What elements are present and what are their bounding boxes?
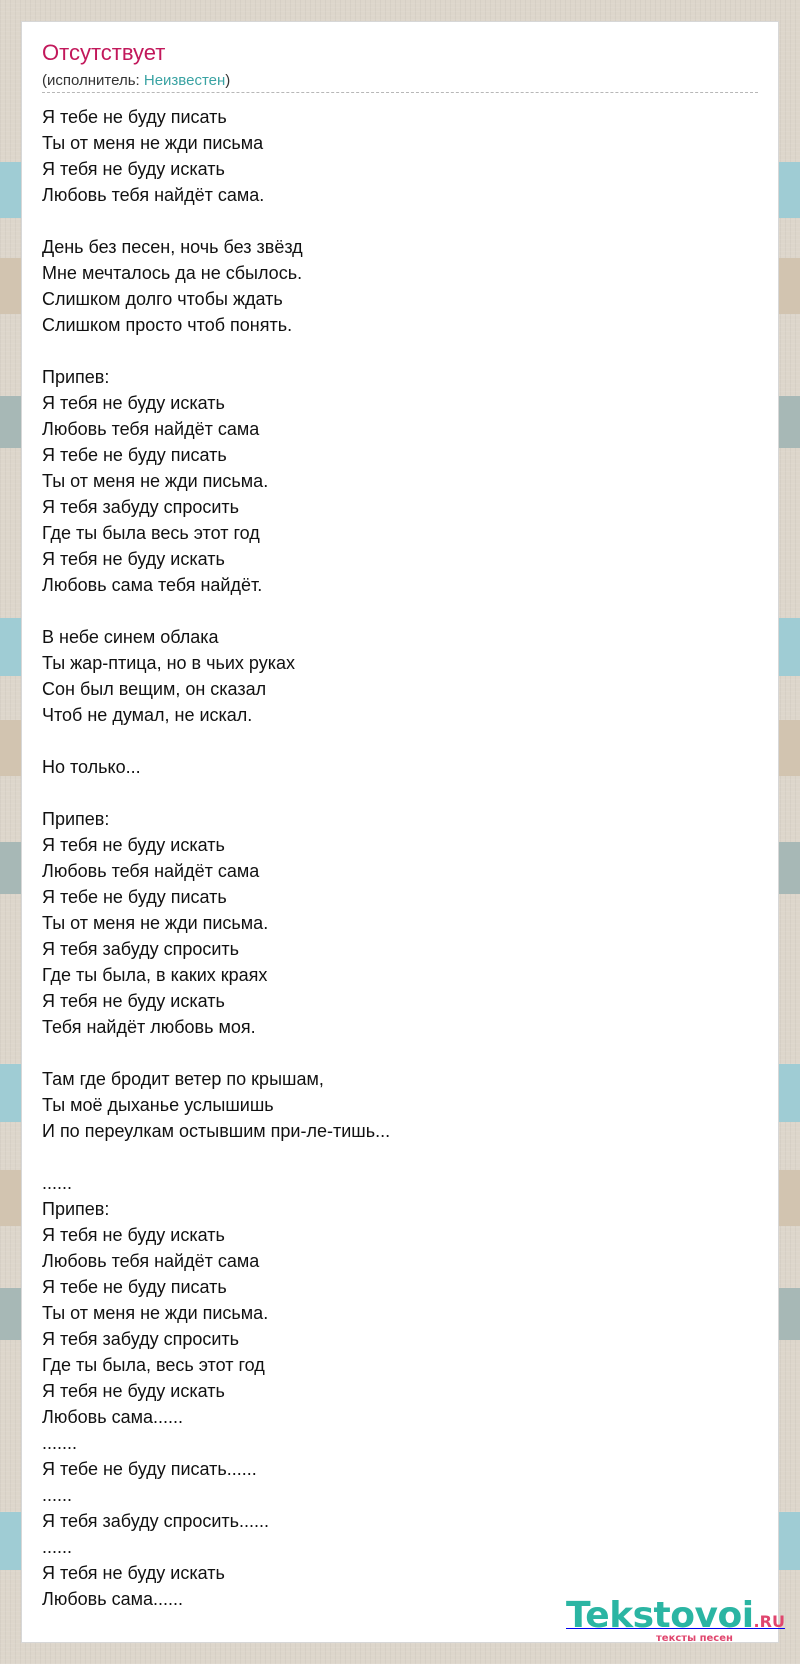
- logo-wordmark: Tekstovoi: [566, 1595, 754, 1636]
- artist-suffix: ): [225, 72, 231, 89]
- song-title: Отсутствует: [42, 40, 166, 65]
- artist-line: [42, 72, 230, 89]
- artist-link[interactable]: Неизвестен: [143, 72, 226, 89]
- site-logo[interactable]: [566, 1595, 785, 1644]
- title-divider: [42, 92, 758, 93]
- logo-tagline: тексты песен: [656, 1633, 733, 1644]
- artist-prefix: (исполнитель:: [42, 72, 144, 89]
- lyrics-text: Я тебе не буду писать Ты от меня не жди письма Я тебя не буду искать Любовь тебя найдёт сама. День без песен, ночь без звёзд Мне мечталось да не сбылось. Слишком долго чтобы ждать Слишком просто чтоб понять. Припев: Я тебя не буду искать Любовь тебя найдёт сама Я тебе не буду писать Ты от меня не жди письма. Я тебя забуду спросить Где ты была весь этот год Я тебя не буду искать Любовь сама тебя найдёт. В небе синем облака Ты жар-птица, но в чьих руках Сон был вещим, он сказал Чтоб не думал, не искал. Но только... Припев: Я тебя не буду искать Любовь тебя найдёт сама Я тебе не буду писать Ты от меня не жди письма. Я тебя забуду спросить Где ты была, в каких краях Я тебя не буду искать Тебя найдёт любовь моя. Там где бродит ветер по крышам, Ты моё дыханье услышишь И по переулкам остывшим при-ле-тишь... ...... Припев: Я тебя не буду искать Любовь тебя найдёт сама Я тебе не буду писать Ты от меня не жди письма. Я тебя забуду спросить Где ты была, весь этот год Я тебя не буду искать Любовь сама...... ....... Я тебе не буду писать...... ...... Я тебя забуду спросить...... ...... Я тебя не буду искать Любовь сама......: [42, 107, 391, 1609]
- logo-tld: .RU: [753, 1612, 785, 1631]
